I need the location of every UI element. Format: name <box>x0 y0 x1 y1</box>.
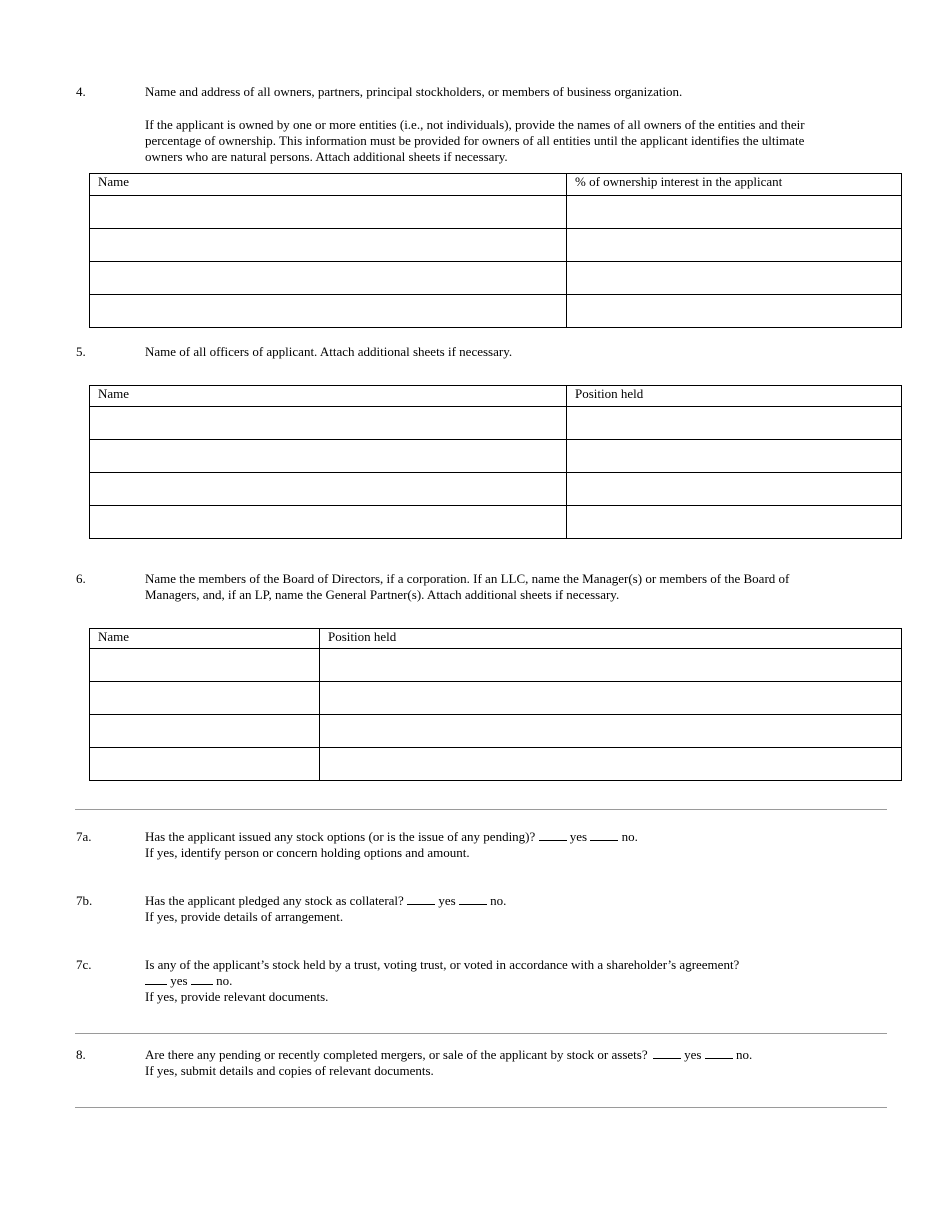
owner-percent-cell[interactable] <box>567 262 902 295</box>
owners-name-header: Name <box>90 174 567 196</box>
section-divider <box>75 1033 887 1034</box>
officers-table <box>89 385 902 539</box>
q8-question: Are there any pending or recently completed mergers, or sale of the applicant by stock or assets? <box>145 1047 648 1062</box>
owner-percent-cell[interactable] <box>567 229 902 262</box>
q4-note-line-1: If the applicant is owned by one or more entities (i.e., not individuals), provide the names of all owners of the entities and their <box>145 117 805 132</box>
q7c-question: Is any of the applicant’s stock held by a trust, voting trust, or voted in accordance with a shareholder’s agreement? <box>145 957 740 972</box>
section-divider <box>75 809 887 810</box>
q7a-followup: If yes, identify person or concern holding options and amount. <box>145 845 470 860</box>
board-name-header: Name <box>90 629 320 649</box>
q7a-no-label: no. <box>621 829 638 844</box>
q8-no-blank[interactable] <box>705 1047 733 1059</box>
officer-position-cell[interactable] <box>567 407 902 440</box>
q8-number: 8. <box>76 1047 86 1062</box>
q4-note-line-2: percentage of ownership. This information must be provided for owners of all entities until the applicant identifies the ultimate <box>145 133 805 148</box>
q7c-number: 7c. <box>76 957 92 972</box>
board-position-cell[interactable] <box>320 649 902 682</box>
q7a-yes-blank[interactable] <box>539 829 567 841</box>
q7a-yes-label: yes <box>569 829 588 844</box>
q8-followup: If yes, submit details and copies of relevant documents. <box>145 1063 434 1078</box>
owner-percent-cell[interactable] <box>567 196 902 229</box>
board-name-cell[interactable] <box>90 682 320 715</box>
q6-line-2: Managers, and, if an LP, name the General Partner(s). Attach additional sheets if necessary. <box>145 587 620 602</box>
officer-position-cell[interactable] <box>567 473 902 506</box>
q4-title: Name and address of all owners, partners, principal stockholders, or members of business organization. <box>145 84 683 99</box>
q7b-followup: If yes, provide details of arrangement. <box>145 909 344 924</box>
q7a-no-blank[interactable] <box>590 829 618 841</box>
section-divider <box>75 1107 887 1108</box>
q7c-answer-line <box>145 973 232 989</box>
q5-title: Name of all officers of applicant. Attach additional sheets if necessary. <box>145 344 513 359</box>
q7b-number: 7b. <box>76 893 93 908</box>
owner-name-cell[interactable] <box>90 196 567 229</box>
q7b-question: Has the applicant pledged any stock as collateral? <box>145 893 404 908</box>
board-position-header: Position held <box>320 629 902 649</box>
q6-number: 6. <box>76 571 86 586</box>
q7c-no-label: no. <box>216 973 233 988</box>
officer-name-cell[interactable] <box>90 473 567 506</box>
owners-table <box>89 173 902 328</box>
board-name-cell[interactable] <box>90 748 320 781</box>
q4-number: 4. <box>76 84 86 99</box>
board-table <box>89 628 902 781</box>
q7c-yes-blank[interactable] <box>145 973 167 985</box>
q7b-yes-label: yes <box>438 893 456 908</box>
q7b-no-label: no. <box>490 893 507 908</box>
q7c-yes-label: yes <box>170 973 188 988</box>
q4-note-line-3: owners who are natural persons. Attach additional sheets if necessary. <box>145 149 508 164</box>
board-position-cell[interactable] <box>320 682 902 715</box>
q8-yes-label: yes <box>684 1047 702 1062</box>
q6-line-1: Name the members of the Board of Directors, if a corporation. If an LLC, name the Manager(s) or members of the Board of <box>145 571 790 586</box>
q7a-number: 7a. <box>76 829 92 844</box>
owner-percent-cell[interactable] <box>567 295 902 328</box>
q7a-question-line <box>145 829 638 845</box>
officer-name-cell[interactable] <box>90 506 567 539</box>
q7c-no-blank[interactable] <box>191 973 213 985</box>
owner-name-cell[interactable] <box>90 262 567 295</box>
board-position-cell[interactable] <box>320 748 902 781</box>
owners-percent-header: % of ownership interest in the applicant <box>567 174 902 196</box>
q8-no-label: no. <box>735 1047 753 1062</box>
q7b-question-line <box>145 893 506 909</box>
q5-number: 5. <box>76 344 86 359</box>
officers-position-header: Position held <box>567 386 902 407</box>
board-position-cell[interactable] <box>320 715 902 748</box>
q8-question-line <box>145 1047 752 1063</box>
officer-name-cell[interactable] <box>90 407 567 440</box>
owner-name-cell[interactable] <box>90 229 567 262</box>
q7c-followup: If yes, provide relevant documents. <box>145 989 329 1004</box>
officer-position-cell[interactable] <box>567 440 902 473</box>
officer-position-cell[interactable] <box>567 506 902 539</box>
q7b-no-blank[interactable] <box>459 893 487 905</box>
q7a-question: Has the applicant issued any stock options (or is the issue of any pending)? <box>145 829 536 844</box>
owner-name-cell[interactable] <box>90 295 567 328</box>
board-name-cell[interactable] <box>90 649 320 682</box>
board-name-cell[interactable] <box>90 715 320 748</box>
officers-name-header: Name <box>90 386 567 407</box>
officer-name-cell[interactable] <box>90 440 567 473</box>
q7b-yes-blank[interactable] <box>407 893 435 905</box>
q8-yes-blank[interactable] <box>653 1047 681 1059</box>
